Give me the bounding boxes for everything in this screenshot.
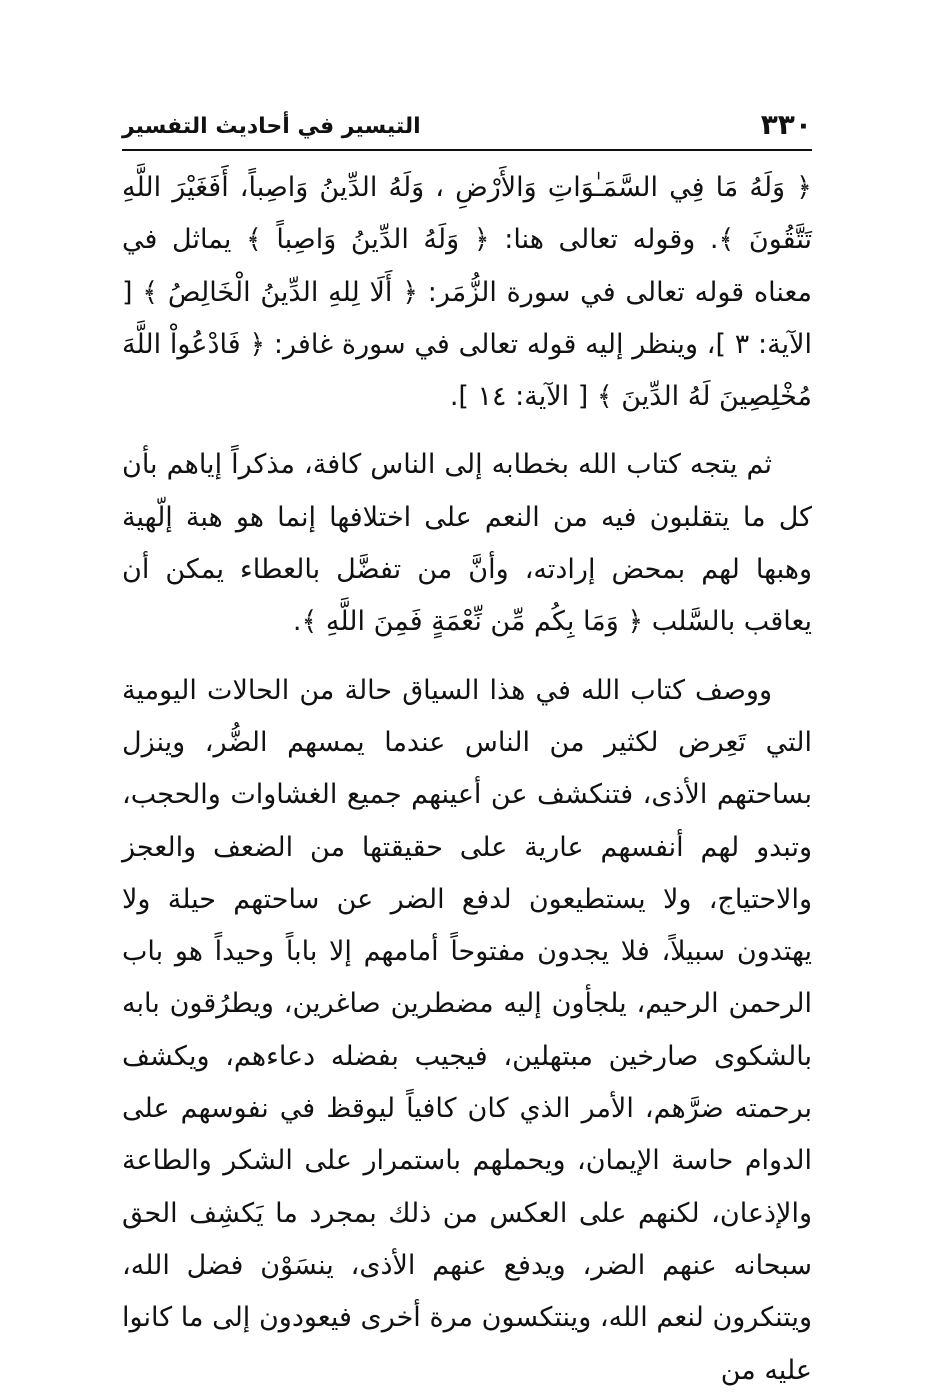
header-divider (122, 149, 812, 151)
body-text (122, 162, 812, 1397)
paragraph-2: ثم يتجه كتاب الله بخطابه إلى الناس كافة، مذكراً إياهم بأن كل ما يتقلبون فيه من النعم على اختلافها إنما هو هبة إلّهية وهبها لهم بمحض إرادته، وأنَّ من تفضَّل بالعطاء يمكن أن يعاقب بالسَّلب ﴿ وَمَا بِكُم مِّن نِّعْمَةٍ فَمِنَ اللَّهِ ﴾. (122, 449, 812, 638)
paragraph-3: ووصف كتاب الله في هذا السياق حالة من الحالات اليومية التي تَعِرض لكثير من الناس عندما يمسهم الضُّر، وينزل بساحتهم الأذى، فتنكشف عن أعينهم جميع الغشاوات والحجب، وتبدو لهم أنفسهم عارية على حقيقتها من الضعف والعجز والاحتياج، ولا يستطيعون لدفع الضر عن ساحتهم حيلة ولا يهتدون سبيلاً، فلا يجدون مفتوحاً أمامهم إلا باباً وحيداً هو باب الرحمن الرحيم، يلجأون إليه مضطرين صاغرين، ويطرُقون بابه بالشكوى صارخين مبتهلين، فيجيب بفضله دعاءهم، ويكشف برحمته ضرَّهم، الأمر الذي كان كافياً ليوقظ في نفوسهم على الدوام حاسة الإيمان، ويحملهم باستمرار على الشكر والطاعة والإذعان، لكنهم على العكس من ذلك بمجرد ما يَكشِف الحق سبحانه عنهم الضر، ويدفع عنهم الأذى، ينسَوْن فضل الله، ويتنكرون لنعم الله، وينتكسون مرة أخرى فيعودون إلى ما كانوا عليه من (122, 674, 812, 1386)
page-number: ٣٣٠ (760, 108, 812, 141)
page-header (122, 108, 812, 148)
paragraph-1: ﴿ وَلَهُ مَا فِي السَّمَـٰوَاتِ وَالأَرْضِ ، وَلَهُ الدِّينُ وَاصِباً، أَفَغَيْرَ اللَّهِ تَتَّقُونَ ﴾. وقوله تعالى هنا: ﴿ وَلَهُ الدِّينُ وَاصِباً ﴾ يماثل في معناه قوله تعالى في سورة الزُّمَر: ﴿ أَلَا لِلهِ الدِّينُ الْخَالِصُ ﴾ [ الآية: ٣ ]، وينظر إليه قوله تعالى في سورة غافر: ﴿ فَادْعُواْ اللَّهَ مُخْلِصِينَ لَهُ الدِّينَ ﴾ [ الآية: ١٤ ]. (122, 172, 813, 413)
running-title: التيسير في أحاديث التفسير (122, 114, 421, 139)
